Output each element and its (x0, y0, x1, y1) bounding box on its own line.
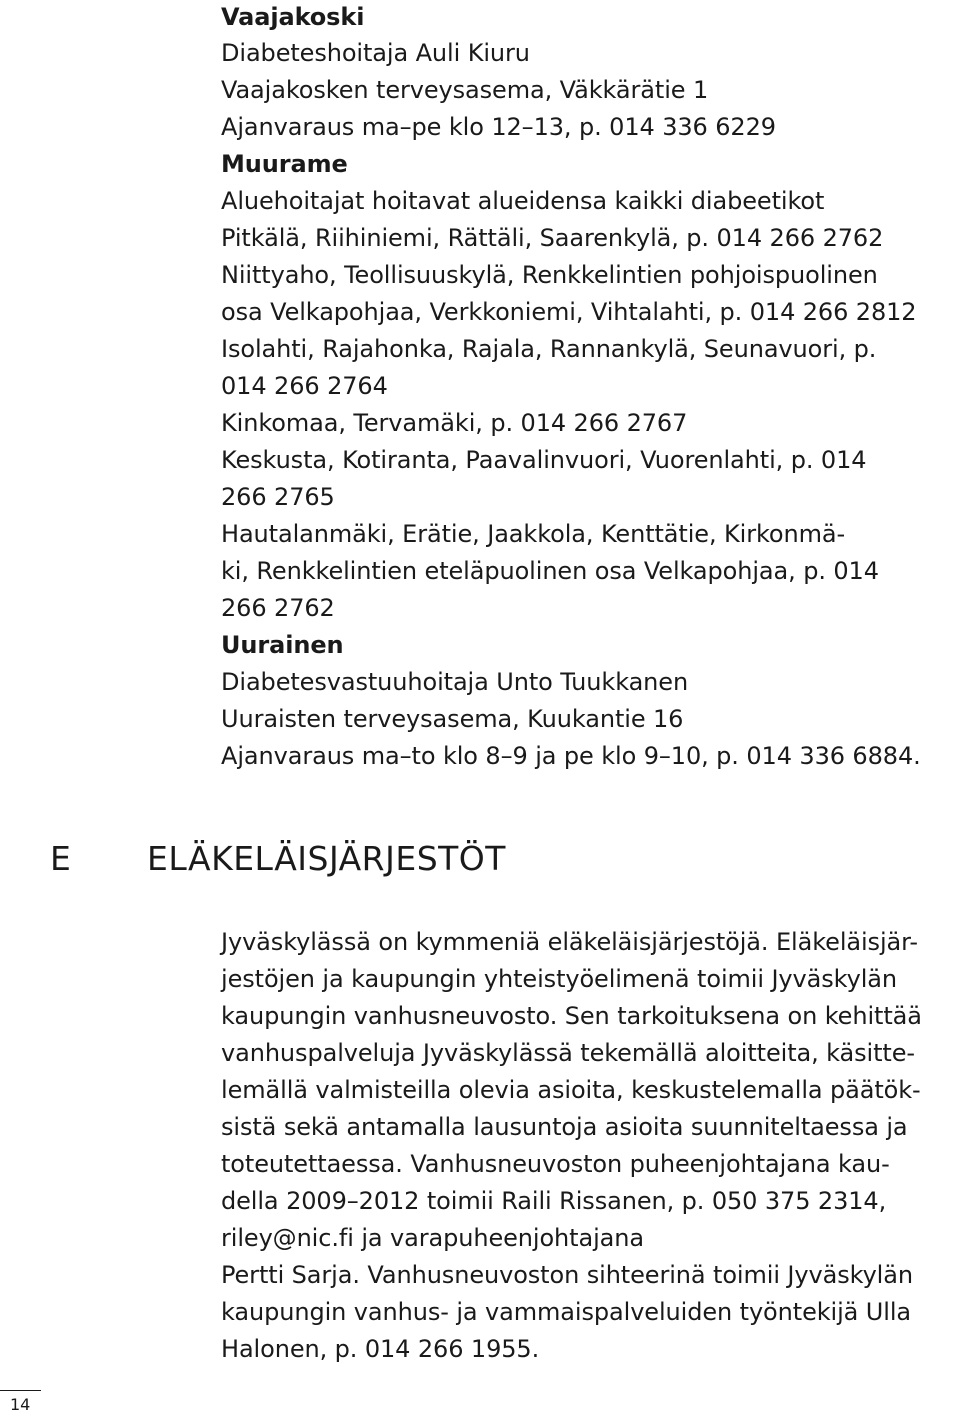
paragraph-line: riley@nic.fi ja varapuheenjohtajana (221, 1224, 644, 1252)
paragraph-line: Jyväskylässä on kymmeniä eläkeläisjärjestöjä. Eläkeläisjär- (221, 928, 918, 956)
paragraph-line: della 2009–2012 toimii Raili Rissanen, p. 050 375 2314, (221, 1187, 887, 1215)
uurainen-line: Ajanvaraus ma–to klo 8–9 ja pe klo 9–10, p. 014 336 6884. (221, 742, 921, 770)
muurame-line: 266 2765 (221, 483, 335, 511)
muurame-line: Pitkälä, Riihiniemi, Rättäli, Saarenkylä, p. 014 266 2762 (221, 224, 884, 252)
muurame-line: Isolahti, Rajahonka, Rajala, Rannankylä, Seunavuori, p. (221, 335, 877, 363)
heading-uurainen: Uurainen (221, 631, 344, 659)
page-divider (0, 1390, 41, 1391)
paragraph-line: jestöjen ja kaupungin yhteistyöelimenä toimii Jyväskylän (221, 965, 897, 993)
vaajakoski-line: Vaajakosken terveysasema, Väkkärätie 1 (221, 76, 709, 104)
heading-muurame: Muurame (221, 150, 348, 178)
vaajakoski-line: Diabeteshoitaja Auli Kiuru (221, 39, 530, 67)
muurame-line: osa Velkapohjaa, Verkkoniemi, Vihtalahti, p. 014 266 2812 (221, 298, 917, 326)
muurame-line: 014 266 2764 (221, 372, 388, 400)
muurame-line: Hautalanmäki, Erätie, Jaakkola, Kenttätie, Kirkonmä- (221, 520, 846, 548)
muurame-line: 266 2762 (221, 594, 335, 622)
section-letter: E (50, 839, 71, 878)
muurame-line: Aluehoitajat hoitavat alueidensa kaikki diabeetikot (221, 187, 825, 215)
muurame-line: ki, Renkkelintien eteläpuolinen osa Velkapohjaa, p. 014 (221, 557, 879, 585)
paragraph-line: toteutettaessa. Vanhusneuvoston puheenjohtajana kau- (221, 1150, 890, 1178)
muurame-line: Kinkomaa, Tervamäki, p. 014 266 2767 (221, 409, 688, 437)
muurame-line: Keskusta, Kotiranta, Paavalinvuori, Vuorenlahti, p. 014 (221, 446, 867, 474)
paragraph-line: Pertti Sarja. Vanhusneuvoston sihteerinä toimii Jyväskylän (221, 1261, 913, 1289)
uurainen-line: Diabetesvastuuhoitaja Unto Tuukkanen (221, 668, 689, 696)
paragraph-line: vanhuspalveluja Jyväskylässä tekemällä aloitteita, käsitte- (221, 1039, 915, 1067)
section-title: ELÄKELÄISJÄRJESTÖT (147, 839, 506, 878)
page-number: 14 (10, 1395, 31, 1414)
paragraph-line: lemällä valmisteilla olevia asioita, keskustelemalla päätök- (221, 1076, 921, 1104)
heading-vaajakoski: Vaajakoski (221, 3, 365, 31)
paragraph-line: Halonen, p. 014 266 1955. (221, 1335, 540, 1363)
paragraph-line: sistä sekä antamalla lausuntoja asioita suunniteltaessa ja (221, 1113, 908, 1141)
paragraph-line: kaupungin vanhusneuvosto. Sen tarkoituksena on kehittää (221, 1002, 922, 1030)
vaajakoski-line: Ajanvaraus ma–pe klo 12–13, p. 014 336 6229 (221, 113, 776, 141)
muurame-line: Niittyaho, Teollisuuskylä, Renkkelintien pohjoispuolinen (221, 261, 878, 289)
uurainen-line: Uuraisten terveysasema, Kuukantie 16 (221, 705, 684, 733)
paragraph-line: kaupungin vanhus- ja vammaispalveluiden työntekijä Ulla (221, 1298, 912, 1326)
